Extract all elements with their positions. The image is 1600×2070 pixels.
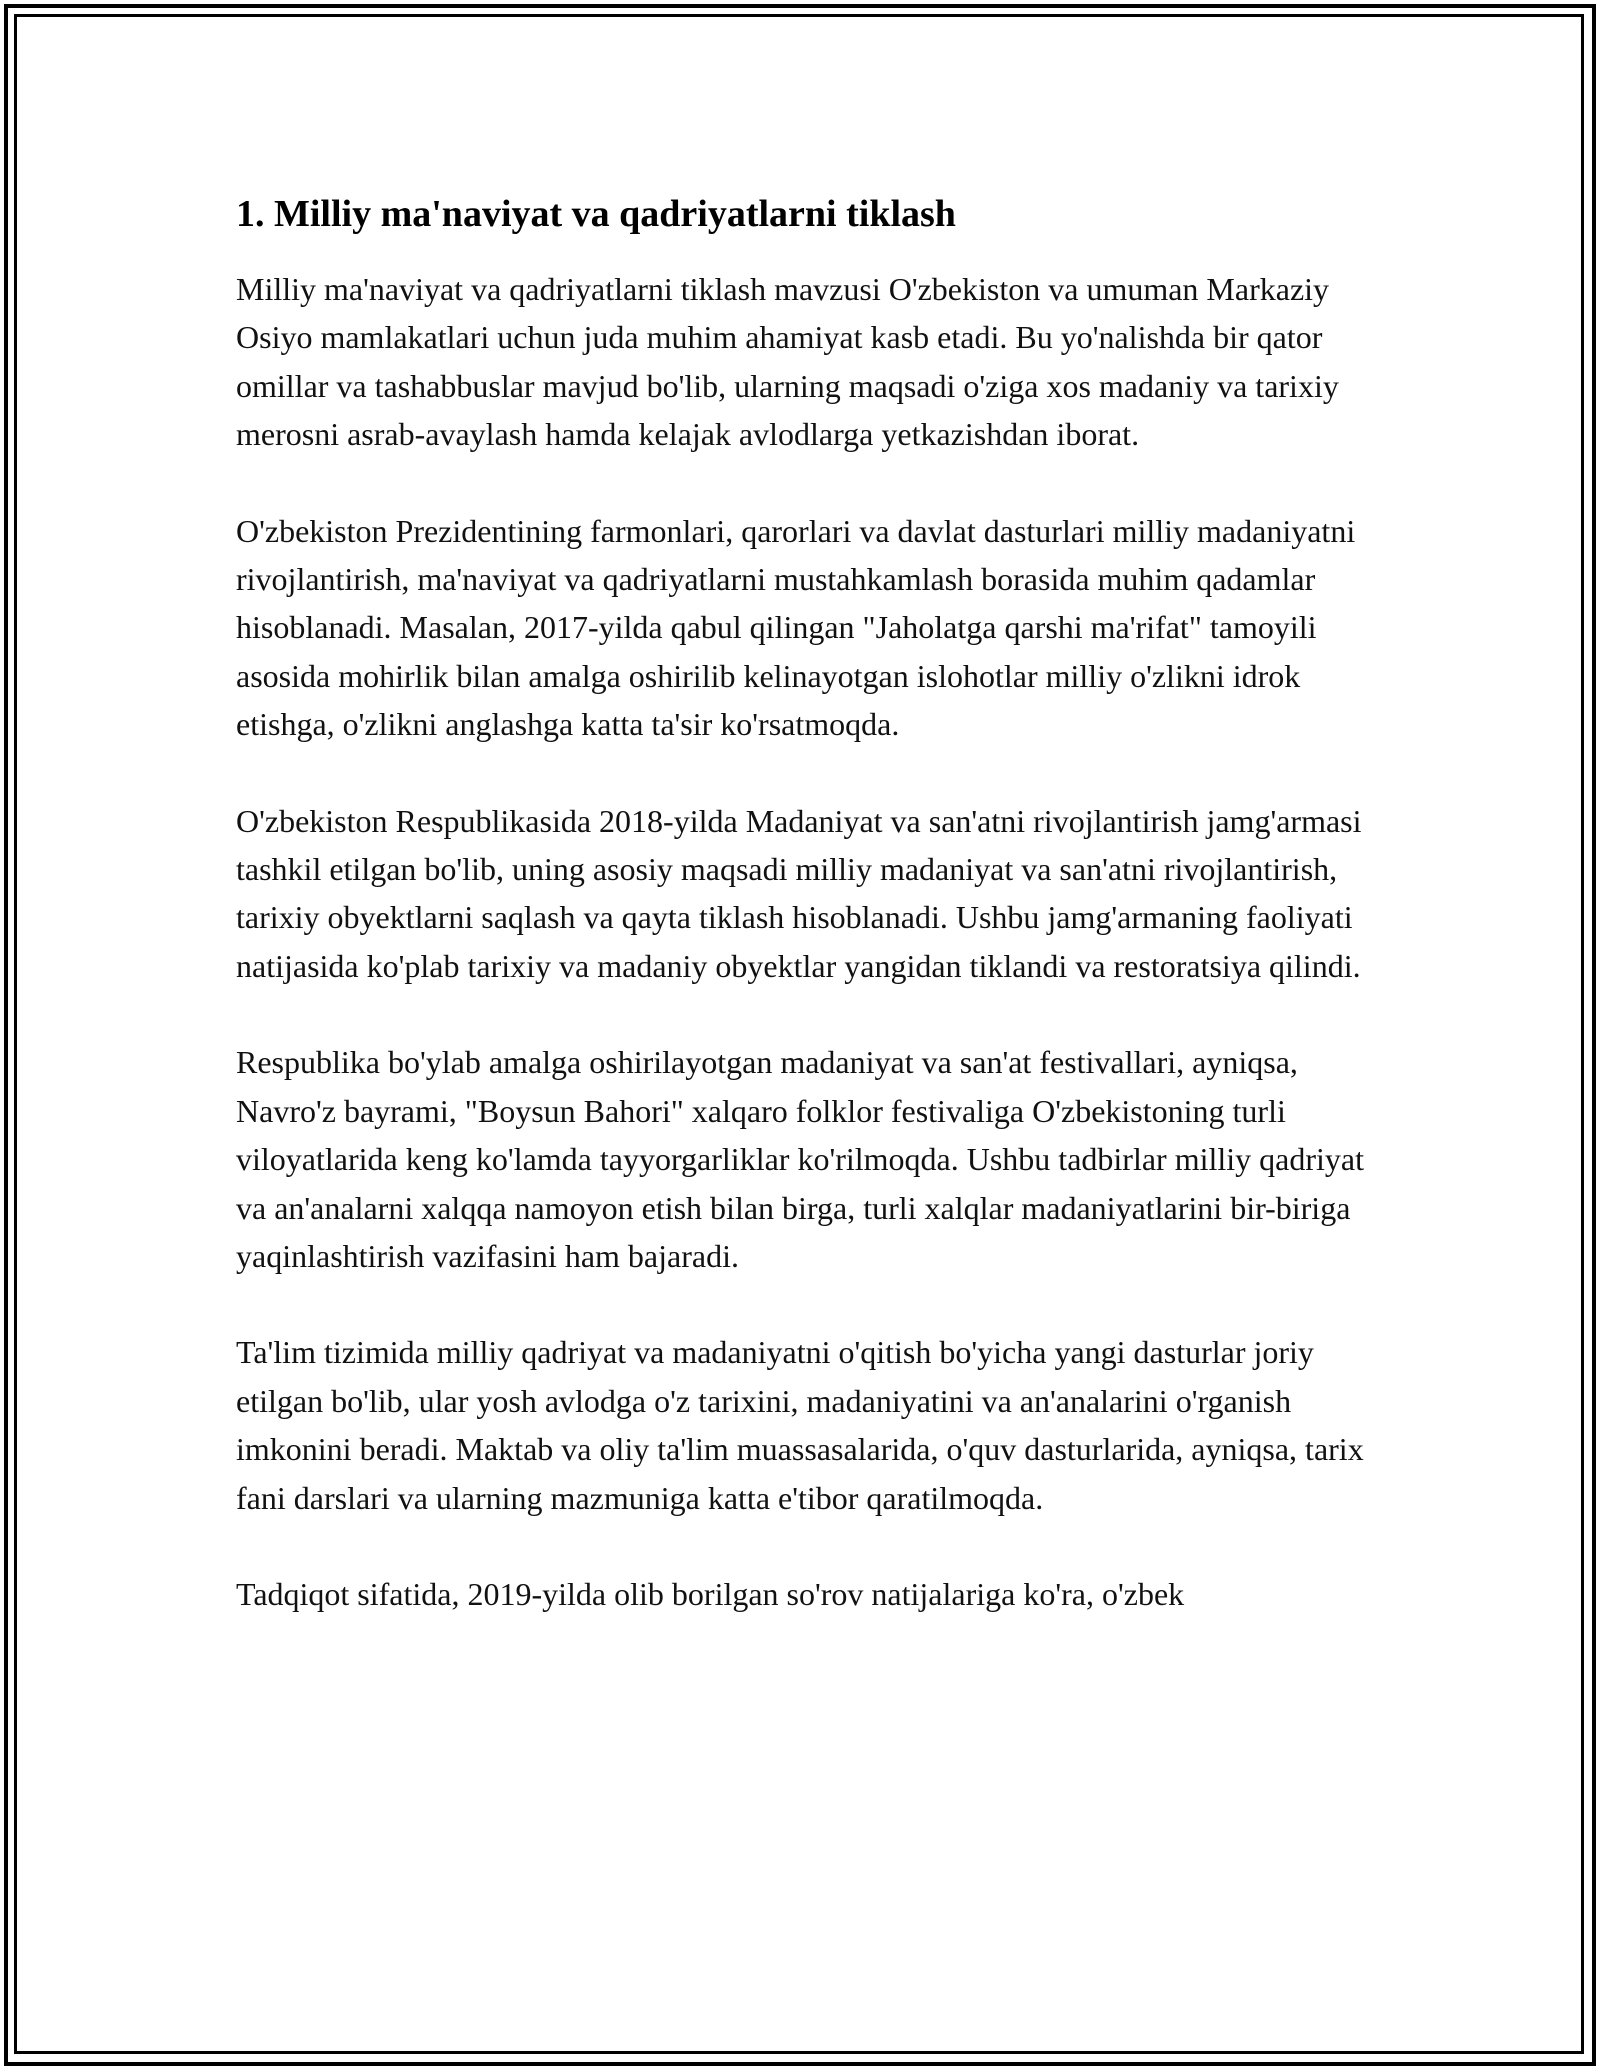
section-title: 1. Milliy ma'naviyat va qadriyatlarni tiklash [236,193,956,235]
paragraph-2: O'zbekiston Prezidentining farmonlari, qarorlari va davlat dasturlari milliy madaniyatni rivojlantirish, ma'naviyat va qadriyatlarni mustahkamlash borasida muhim qadamlar hisoblanadi. Masalan, 2017-yilda qabul qilingan "Jaholatga qarshi ma'rifat" tamoyili asosida mohirlik bilan amalga oshirilib kelinayotgan islohotlar milliy o'zlikni idrok etishga, o'zlikni anglashga katta ta'sir ko'rsatmoqda. [236,512,1356,743]
document-body [236,183,1386,1666]
paragraph-3: O'zbekiston Respublikasida 2018-yilda Madaniyat va san'atni rivojlantirish jamg'armasi tashkil etilgan bo'lib, uning asosiy maqsadi milliy madaniyat va san'atni rivojlantirish, tarixiy obyektlarni saqlash va qayta tiklash hisoblanadi. Ushbu jamg'armaning faoliyati natijasida ko'plab tarixiy va madaniy obyektlar yangidan tiklandi va restoratsiya qilindi. [236,802,1362,984]
paragraph-1: Milliy ma'naviyat va qadriyatlarni tiklash mavzusi O'zbekiston va umuman Markaziy Osiyo mamlakatlari uchun juda muhim ahamiyat kasb etadi. Bu yo'nalishda bir qator omillar va tashabbuslar mavjud bo'lib, ularning maqsadi o'ziga xos madaniy va tarixiy merosni asrab-avaylash hamda kelajak avlodlarga yetkazishdan iborat. [236,271,1339,453]
paragraph-5: Ta'lim tizimida milliy qadriyat va madaniyatni o'qitish bo'yicha yangi dasturlar joriy etilgan bo'lib, ular yosh avlodga o'z tarixini, madaniyatini va an'analarini o'rganish imkonini beradi. Maktab va oliy ta'lim muassasalarida, o'quv dasturlarida, ayniqsa, tarix fani darslari va ularning mazmuniga katta e'tibor qaratilmoqda. [236,1334,1364,1516]
paragraph-4: Respublika bo'ylab amalga oshirilayotgan madaniyat va san'at festivallari, ayniqsa, Navro'z bayrami, "Boysun Bahori" xalqaro folklor festivaliga O'zbekistoning turli viloyatlarida keng ko'lamda tayyorgarliklar ko'rilmoqda. Ushbu tadbirlar milliy qadriyat va an'analarni xalqqa namoyon etish bilan birga, turli xalqlar madaniyatlarini bir-biriga yaqinlashtirish vazifasini ham bajaradi. [236,1044,1364,1274]
paragraph-6: Tadqiqot sifatida, 2019-yilda olib borilgan so'rov natijalariga ko'ra, o'zbek [236,1575,1185,1612]
